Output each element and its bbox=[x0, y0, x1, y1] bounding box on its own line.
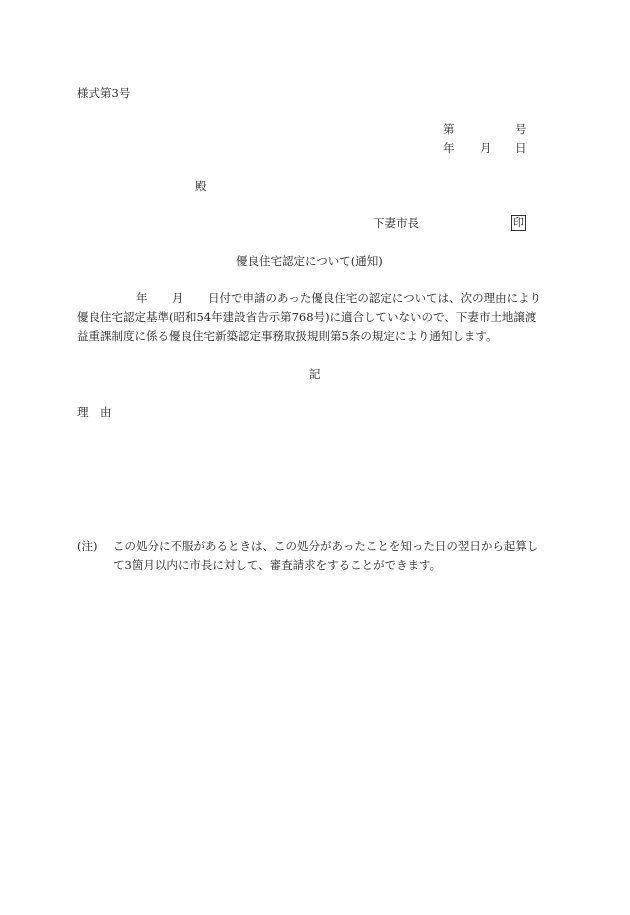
doc-number-prefix: 第 bbox=[443, 122, 455, 136]
seal-mark: 印 bbox=[513, 216, 524, 229]
addressee-honorific: 殿 bbox=[195, 179, 207, 193]
body-line-3: 益重課制度に係る優良住宅新築認定事務取扱規則第5条の規定により通知します。 bbox=[77, 329, 498, 343]
body-year: 年 bbox=[136, 291, 148, 305]
issuer-name: 下妻市長 bbox=[373, 216, 419, 230]
body-month: 月 bbox=[172, 291, 184, 305]
date-day: 日 bbox=[515, 141, 527, 155]
issuer-seal bbox=[511, 214, 526, 231]
ki-heading: 記 bbox=[309, 367, 321, 381]
note-line-1: この処分に不服があるときは、この処分があったことを知った日の翌日から起算し bbox=[113, 539, 539, 553]
form-number: 様式第3号 bbox=[77, 86, 131, 100]
date-year: 年 bbox=[443, 141, 455, 155]
date-month: 月 bbox=[480, 141, 492, 155]
note-line-2: て3箇月以内に市長に対して、審査請求をすることができます。 bbox=[113, 558, 442, 572]
document-title: 優良住宅認定について(通知) bbox=[236, 254, 383, 268]
body-line-1: 日付で申請のあった優良住宅の認定については、次の理由により bbox=[208, 291, 542, 305]
note-label: (注) bbox=[77, 539, 98, 553]
body-line-2: 優良住宅認定基準(昭和54年建設省告示第768号)に適合していないので、下妻市土地譲渡 bbox=[77, 310, 537, 324]
reason-label: 理 由 bbox=[77, 405, 112, 419]
doc-number-suffix: 号 bbox=[515, 122, 527, 136]
